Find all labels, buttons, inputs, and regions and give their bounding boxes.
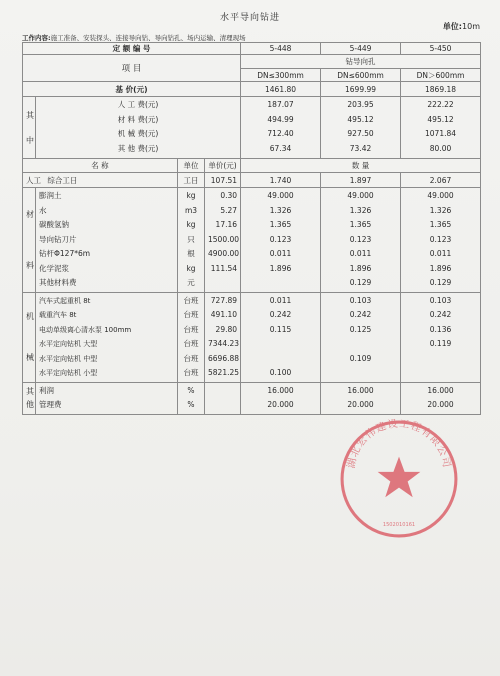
other-qty-col1 xyxy=(241,382,321,414)
subcol-label: DN≤600mm xyxy=(321,69,401,82)
material-qty: 0.123 xyxy=(349,234,372,244)
seal-number: 1502010161 xyxy=(382,521,416,528)
labor-unit: 工日 xyxy=(178,173,205,188)
item-group-row xyxy=(23,55,481,69)
quota-code: 5-448 xyxy=(241,43,321,55)
machine-qty: 0.136 xyxy=(429,324,452,334)
other-block xyxy=(23,382,481,414)
material-qty: 1.896 xyxy=(269,263,292,273)
machine-unit: 台班 xyxy=(183,353,199,363)
material-qty-col3 xyxy=(401,188,481,293)
quota-table xyxy=(22,42,481,415)
price-header: 单价(元) xyxy=(205,159,241,173)
other-side-char: 其 xyxy=(26,386,34,396)
material-price: 1500.00 xyxy=(208,234,240,244)
other-qty: 16.000 xyxy=(347,385,374,395)
machine-name: 电动单级离心清水泵 100mm xyxy=(39,325,132,334)
cost-label: 人 工 费(元) xyxy=(117,100,159,109)
other-unit: % xyxy=(187,385,195,395)
machine-price: 7344.23 xyxy=(208,339,240,348)
machine-qty: 0.119 xyxy=(429,339,452,348)
material-price: 111.54 xyxy=(210,263,238,273)
machine-qty-col1 xyxy=(241,292,321,382)
cost-values-col2 xyxy=(321,97,401,159)
material-price: 17.16 xyxy=(215,220,238,229)
material-side-char: 材 xyxy=(26,209,34,219)
material-qty: 1.326 xyxy=(349,205,372,215)
machine-side-char: 械 xyxy=(26,353,34,362)
quota-code-row xyxy=(23,43,481,55)
machine-price: 5821.25 xyxy=(208,368,240,377)
material-qty: 1.326 xyxy=(429,205,452,215)
other-units xyxy=(178,382,205,414)
work-content-label: 工作内容: xyxy=(22,34,51,42)
document-title: 水平导向钻进 xyxy=(219,13,280,23)
labor-name-cell xyxy=(23,173,178,188)
material-prices xyxy=(205,188,241,293)
machine-units xyxy=(178,292,205,382)
other-side-label xyxy=(23,382,36,414)
cost-value: 222.22 xyxy=(427,100,454,109)
seal-text-path: 湖北宏伟建设工程有限公司 xyxy=(346,418,452,470)
material-name: 膨润土 xyxy=(39,191,62,200)
unit-value: 10m xyxy=(462,22,480,31)
cost-value: 73.42 xyxy=(349,143,372,153)
material-unit: m3 xyxy=(184,205,198,215)
material-qty: 0.123 xyxy=(269,234,292,244)
material-block xyxy=(23,188,481,293)
base-price-row xyxy=(23,82,481,97)
cost-label: 机 械 费(元) xyxy=(117,129,159,138)
machine-qty: 0.125 xyxy=(349,324,372,334)
material-unit: kg xyxy=(186,263,196,273)
material-unit: kg xyxy=(186,220,196,229)
other-name: 管理费 xyxy=(39,400,62,409)
seal-star-icon xyxy=(378,457,421,498)
machine-price: 727.89 xyxy=(210,295,238,305)
labor-side-label: 人工 xyxy=(26,175,41,185)
cost-side-char: 其 xyxy=(26,110,34,120)
material-name: 钻杆Φ127*6m xyxy=(39,249,91,258)
unit-label: 单位: xyxy=(442,22,463,31)
quota-code-label: 定 额 编 号 xyxy=(23,43,241,55)
material-qty: 0.011 xyxy=(429,249,452,258)
cost-label: 其 他 费(元) xyxy=(117,143,159,153)
cost-value: 494.99 xyxy=(267,114,294,124)
base-price-label: 基 价(元) xyxy=(23,82,241,97)
material-name: 其他材料费 xyxy=(39,278,77,287)
machine-qty xyxy=(244,352,317,367)
labor-price: 107.51 xyxy=(205,173,241,188)
other-qty: 16.000 xyxy=(427,385,454,395)
other-qty: 20.000 xyxy=(427,400,454,409)
cost-value: 495.12 xyxy=(427,114,454,124)
other-side-char: 他 xyxy=(26,399,34,409)
material-name: 化学泥浆 xyxy=(39,263,69,273)
item-label: 项 目 xyxy=(23,55,241,82)
machine-qty-col3 xyxy=(401,292,481,382)
machine-unit: 台班 xyxy=(183,339,199,348)
cost-value: 67.34 xyxy=(269,143,292,153)
material-units xyxy=(178,188,205,293)
material-qty: 0.129 xyxy=(429,278,452,287)
machine-qty: 0.242 xyxy=(429,310,452,319)
machine-name: 水平定向钻机 小型 xyxy=(39,369,98,377)
cost-side-label xyxy=(23,97,36,159)
material-unit: kg xyxy=(186,191,196,200)
cost-value: 203.95 xyxy=(347,100,374,109)
resource-header-row xyxy=(23,159,481,173)
material-names xyxy=(36,188,178,293)
other-qty-col3 xyxy=(401,382,481,414)
machine-qty xyxy=(404,366,477,381)
material-unit: 元 xyxy=(187,278,195,287)
machine-price: 491.10 xyxy=(210,310,238,319)
machine-qty: 0.011 xyxy=(269,295,292,305)
material-qty: 49.000 xyxy=(347,191,374,200)
machine-qty-col2 xyxy=(321,292,401,382)
material-qty: 1.365 xyxy=(349,220,372,229)
material-price: 0.30 xyxy=(220,191,238,200)
cost-value: 495.12 xyxy=(347,114,374,124)
material-price xyxy=(208,276,237,291)
material-qty-col2 xyxy=(321,188,401,293)
labor-qty: 2.067 xyxy=(401,173,481,188)
other-qty: 20.000 xyxy=(267,400,294,409)
group-label: 钻导向孔 xyxy=(241,55,481,69)
material-name: 碳酸氢钠 xyxy=(39,220,69,229)
machine-prices xyxy=(205,292,241,382)
machine-block xyxy=(23,292,481,382)
machine-side-label xyxy=(23,292,36,382)
material-qty: 1.326 xyxy=(269,205,292,215)
machine-name: 汽车式起重机 8t xyxy=(39,296,91,305)
machine-name: 水平定向钻机 大型 xyxy=(39,340,98,348)
material-price: 4900.00 xyxy=(208,249,240,258)
other-unit: % xyxy=(187,400,195,409)
cost-label: 材 料 费(元) xyxy=(117,114,159,124)
cost-value: 712.40 xyxy=(267,129,294,138)
other-qty: 20.000 xyxy=(347,400,374,409)
cost-value: 927.50 xyxy=(347,129,374,138)
machine-unit: 台班 xyxy=(183,295,199,305)
quota-code: 5-450 xyxy=(401,43,481,55)
material-qty: 1.896 xyxy=(429,263,452,273)
machine-qty: 0.242 xyxy=(349,310,372,319)
machine-qty: 0.100 xyxy=(269,368,292,377)
material-qty: 1.365 xyxy=(269,220,292,229)
cost-values-col1 xyxy=(241,97,321,159)
work-content-text: 施工准备、安装探头、连接导向钻、导向钻孔、场内运输、清理现场 xyxy=(50,34,246,42)
other-qty: 16.000 xyxy=(267,385,294,395)
material-price: 5.27 xyxy=(220,205,238,215)
labor-qty: 1.740 xyxy=(241,173,321,188)
cost-breakdown-row xyxy=(23,97,481,159)
material-qty: 0.129 xyxy=(349,278,372,287)
subcol-label: DN≤300mm xyxy=(241,69,321,82)
name-header: 名 称 xyxy=(23,159,178,173)
unit-header: 单位 xyxy=(178,159,205,173)
material-side-char: 料 xyxy=(26,260,34,270)
machine-qty: 0.103 xyxy=(349,295,372,305)
machine-name: 载重汽车 8t xyxy=(39,311,77,319)
base-price-value: 1869.18 xyxy=(401,82,481,97)
material-name: 导向钻刀片 xyxy=(39,234,77,244)
machine-unit: 台班 xyxy=(183,368,199,377)
cost-labels xyxy=(36,97,241,159)
machine-unit: 台班 xyxy=(183,310,199,319)
material-unit: 只 xyxy=(187,234,195,244)
machine-qty: 0.103 xyxy=(429,295,452,305)
machine-side-char: 机 xyxy=(26,312,34,321)
quantity-header: 数 量 xyxy=(241,159,481,173)
machine-qty: 0.115 xyxy=(269,324,292,334)
material-name: 水 xyxy=(39,205,47,215)
cost-value: 187.07 xyxy=(267,100,294,109)
labor-row xyxy=(23,173,481,188)
material-qty: 0.011 xyxy=(269,249,292,258)
material-qty: 1.896 xyxy=(349,263,372,273)
other-name: 利润 xyxy=(39,385,54,395)
material-qty: 0.011 xyxy=(349,249,372,258)
machine-price: 6696.88 xyxy=(208,353,240,363)
material-qty: 1.365 xyxy=(429,220,452,229)
material-qty: 0.123 xyxy=(429,234,452,244)
cost-values-col3 xyxy=(401,97,481,159)
cost-value: 1071.84 xyxy=(425,129,457,138)
labor-name: 综合工日 xyxy=(47,175,78,185)
material-qty: 49.000 xyxy=(267,191,294,200)
base-price-value: 1461.80 xyxy=(241,82,321,97)
machine-qty xyxy=(324,337,397,352)
machine-names xyxy=(36,292,178,382)
material-qty xyxy=(244,276,317,291)
machine-qty xyxy=(324,366,397,381)
unit-line xyxy=(443,21,480,32)
subcol-label: DN＞600mm xyxy=(401,69,481,82)
machine-name: 水平定向钻机 中型 xyxy=(39,354,98,363)
cost-value: 80.00 xyxy=(429,143,452,153)
material-qty-col1 xyxy=(241,188,321,293)
material-qty: 49.000 xyxy=(427,191,454,200)
machine-price: 29.80 xyxy=(215,324,238,334)
machine-qty: 0.109 xyxy=(349,353,372,363)
base-price-value: 1699.99 xyxy=(321,82,401,97)
machine-qty xyxy=(244,337,317,352)
other-names xyxy=(36,382,178,414)
other-price-empty xyxy=(205,382,241,414)
work-content xyxy=(22,33,246,42)
machine-qty: 0.242 xyxy=(269,310,292,319)
quota-code: 5-449 xyxy=(321,43,401,55)
other-qty-col2 xyxy=(321,382,401,414)
material-side-label xyxy=(23,188,36,293)
material-unit: 根 xyxy=(187,249,195,258)
company-seal-stamp xyxy=(338,418,460,540)
machine-unit: 台班 xyxy=(183,324,199,334)
machine-qty xyxy=(404,352,477,367)
labor-qty: 1.897 xyxy=(321,173,401,188)
cost-side-char: 中 xyxy=(26,135,34,145)
